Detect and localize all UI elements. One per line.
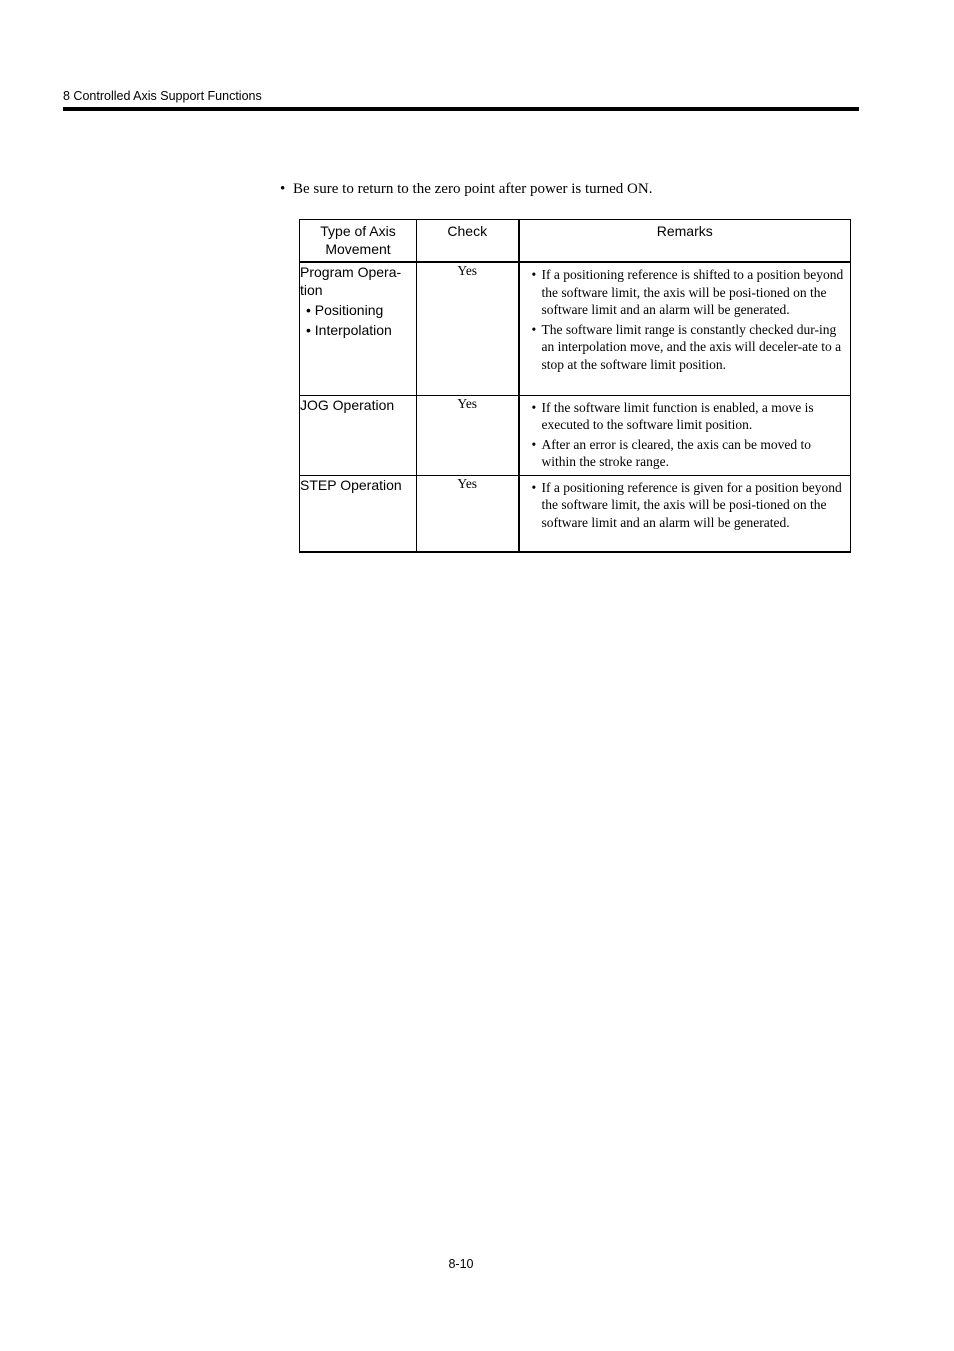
table-row <box>300 262 851 395</box>
sub-item: • Positioning <box>306 302 384 318</box>
type-cell <box>300 395 417 475</box>
type-label: Program Opera-tion <box>300 264 402 298</box>
table-header-row <box>300 220 851 263</box>
header-check: Check <box>417 220 519 263</box>
remark-item: • The software limit range is constantly checked dur-ing an interpolation move, and the axis will deceler-ate to a stop at the software limit position. <box>532 321 845 374</box>
software-limit-table <box>299 219 851 553</box>
header-remarks: Remarks <box>519 220 851 263</box>
header-type: Type of Axis Movement <box>300 220 417 263</box>
remark-item: • After an error is cleared, the axis can be moved to within the stroke range. <box>532 436 845 471</box>
running-header: 8 Controlled Axis Support Functions <box>63 89 262 103</box>
remarks-cell <box>519 475 851 552</box>
check-cell: Yes <box>417 262 519 395</box>
type-cell <box>300 262 417 395</box>
table-row <box>300 395 851 475</box>
check-cell: Yes <box>417 475 519 552</box>
zero-point-note <box>280 181 652 198</box>
remarks-cell <box>519 395 851 475</box>
page-number: 8-10 <box>448 1257 474 1271</box>
note-bullet: • <box>280 181 286 197</box>
table-row <box>300 475 851 552</box>
remark-item: • If the software limit function is enabled, a move is executed to the software limit position. <box>532 399 845 434</box>
type-cell <box>300 475 417 552</box>
check-cell: Yes <box>417 395 519 475</box>
type-label: STEP Operation <box>300 476 402 493</box>
header-rule <box>63 107 859 111</box>
type-label: JOG Operation <box>300 396 395 413</box>
note-text: Be sure to return to the zero point after power is turned ON. <box>293 181 653 197</box>
remarks-cell <box>519 262 851 395</box>
remark-item: • If a positioning reference is given for a position beyond the software limit, the axis will be posi-tioned on the software limit and an alarm will be generated. <box>532 479 845 532</box>
sub-item: • Interpolation <box>306 322 392 338</box>
remark-item: • If a positioning reference is shifted to a position beyond the software limit, the axis will be posi-tioned on the software limit and an alarm will be generated. <box>532 266 845 319</box>
